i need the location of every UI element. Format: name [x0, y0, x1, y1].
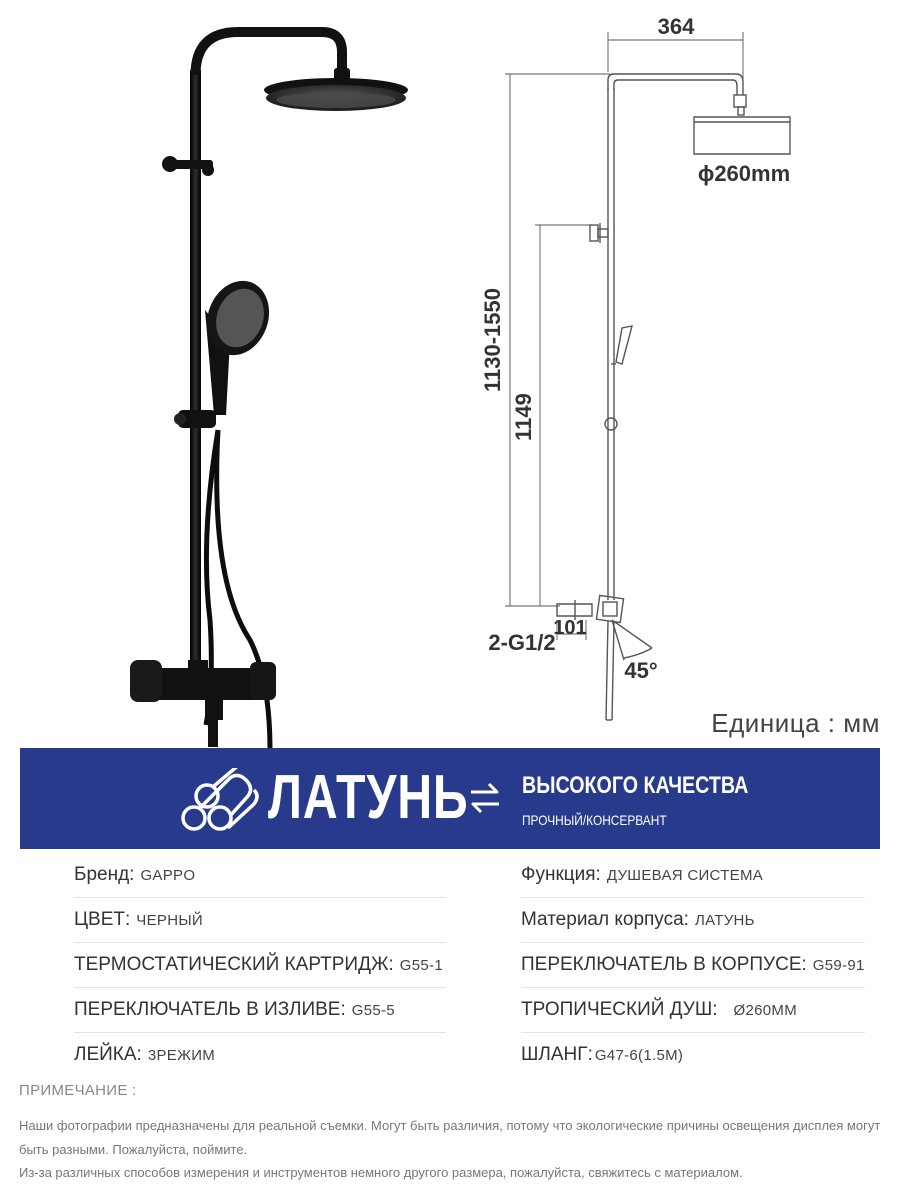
dim-holder-height-text: 1149	[511, 393, 536, 441]
dim-inlet-spacing-text: 101	[553, 617, 587, 639]
dim-angle-text: 45°	[624, 658, 658, 683]
spec-value: G55-5	[351, 1002, 395, 1019]
spec-label: Функция:	[521, 864, 601, 885]
spec-value: G47-6(1.5M)	[594, 1047, 684, 1064]
spec-value: G59-91	[812, 957, 865, 974]
spec-label: Бренд:	[74, 864, 135, 885]
spec-value: ЛАТУНЬ	[694, 912, 755, 929]
spec-spout-diverter	[74, 987, 446, 1033]
dim-head-diameter-text: ϕ260mm	[697, 161, 791, 186]
spec-thermostatic-cartridge	[74, 942, 446, 988]
spec-label: Материал корпуса:	[521, 909, 689, 930]
spec-value: 3РЕЖИМ	[147, 1047, 216, 1064]
dim-thread-text: 2-G1/2	[488, 630, 556, 655]
spec-value: ЧЕРНЫЙ	[136, 912, 203, 929]
note-line-1: Наши фотографии предназначены для реальной съемки. Могут быть различия, потому что экологические причины освещения дисплея могут	[19, 1118, 881, 1133]
shower-system-photo	[110, 20, 440, 750]
spec-color	[74, 897, 446, 943]
note-title: ПРИМЕЧАНИЕ :	[19, 1082, 137, 1099]
banner-material-title: ЛАТУНЬ	[268, 763, 469, 832]
dim-height-range-text: 1130-1550	[480, 288, 505, 392]
spec-label: ТЕРМОСТАТИЧЕСКИЙ КАРТРИДЖ:	[74, 954, 394, 975]
unit-label: Единица : мм	[711, 708, 880, 738]
spec-table	[0, 852, 900, 1072]
spec-body-diverter	[521, 942, 865, 988]
spec-value: Ø260MM	[733, 1002, 798, 1019]
note-line-2: быть разными. Пожалуйста, поймите.	[19, 1142, 248, 1157]
technical-drawing	[470, 0, 900, 745]
spec-label: ПЕРЕКЛЮЧАТЕЛЬ В ИЗЛИВЕ:	[74, 999, 346, 1020]
note-line-3: Из-за различных способов измерения и инструментов немного другого размера, пожалуйста, свяжитесь с материалом.	[19, 1165, 743, 1180]
dim-width-text: 364	[657, 14, 695, 39]
spec-label: ЛЕЙКА:	[74, 1044, 142, 1065]
spec-value: ДУШЕВАЯ СИСТЕМА	[606, 867, 764, 884]
spec-hose	[521, 1032, 865, 1077]
spec-label: ЦВЕТ:	[74, 909, 131, 930]
material-banner	[20, 748, 880, 849]
spec-brand	[74, 852, 446, 898]
spec-rain-shower	[521, 987, 865, 1033]
spec-value: G55-1	[399, 957, 443, 974]
quality-subtitle: ПРОЧНЫЙ/КОНСЕРВАНТ	[522, 812, 667, 828]
spec-label: ПЕРЕКЛЮЧАТЕЛЬ В КОРПУСЕ:	[521, 954, 807, 975]
spec-label: ШЛАНГ:	[521, 1044, 593, 1065]
quality-title: ВЫСОКОГО КАЧЕСТВА	[522, 772, 749, 799]
spec-hand-shower	[74, 1032, 446, 1077]
spec-label: ТРОПИЧЕСКИЙ ДУШ:	[521, 999, 718, 1020]
spec-body-material	[521, 897, 865, 943]
spec-function	[521, 852, 865, 898]
swap-arrows-icon	[465, 778, 505, 818]
spec-value: GAPPO	[140, 867, 196, 884]
brass-bars-icon	[180, 768, 260, 832]
